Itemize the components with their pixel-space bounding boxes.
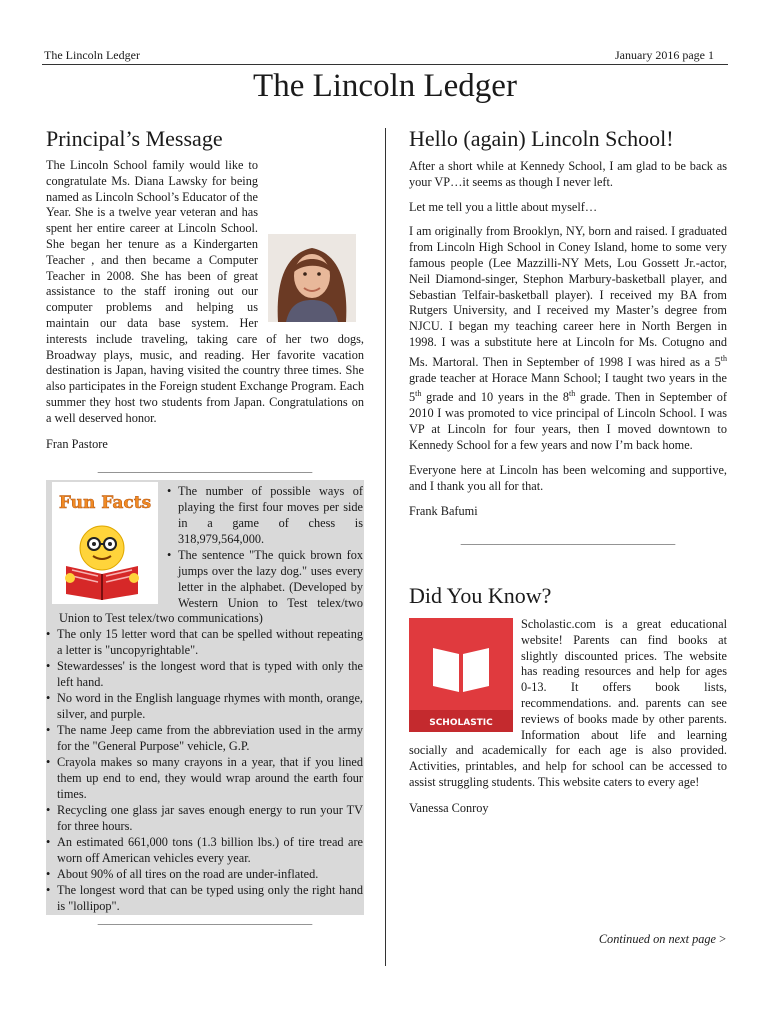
principal-heading: Principal’s Message <box>46 126 223 151</box>
fun-facts-separator: _______________________________________ <box>97 914 313 926</box>
dyk-body: Scholastic.com is a great educational website! Parents can find books at slightly discounted prices. The website has reading resources and help for ages 0-13. It offers book lists, recommendations. and. parents can see reviews of books made by other parents. Information about life and learning socially and academically for each age is also provided. Activities, printables, and help for school can be accessed to assist struggling students. This website caters to every age! <box>409 617 727 789</box>
running-header-date: January 2016 page 1 <box>615 48 714 62</box>
dyk-heading-wrap <box>409 583 727 609</box>
dyk-heading: Did You Know? <box>409 583 552 608</box>
fun-facts-item2-wrap <box>167 547 363 611</box>
principal-author: Fran Pastore <box>46 436 108 451</box>
vp-paragraph-1: After a short while at Kennedy School, I am glad to be back as your VP…it seems as though I never left. <box>409 159 727 189</box>
fun-facts-item2-continuation: Union to Test telex/two communications) <box>59 611 263 625</box>
vp-author: Frank Bafumi <box>409 504 478 519</box>
vp-heading: Hello (again) Lincoln School! <box>409 126 674 151</box>
fun-fact-item: • The only 15 letter word that can be spelled without repeating a letter is "uncopyrightable". <box>46 626 363 658</box>
principal-section <box>46 126 364 474</box>
fun-facts-list <box>46 626 363 914</box>
vp-separator: _______________________________________ <box>460 534 676 547</box>
masthead-title: The Lincoln Ledger <box>253 68 517 104</box>
vp-paragraph-2: Let me tell you a little about myself… <box>409 199 598 214</box>
dyk-author: Vanessa Conroy <box>409 800 489 815</box>
fun-fact-item: • An estimated 661,000 tons (1.3 billion lbs.) of tire tread are worn off American vehicles every year. <box>46 834 363 866</box>
vp-paragraph-4: Everyone here at Lincoln has been welcoming and supportive, and I thank you all for that. <box>409 462 727 493</box>
principal-separator: _______________________________________ <box>97 462 313 475</box>
fun-facts-top-items <box>167 483 363 547</box>
column-divider <box>385 128 386 966</box>
teacher-photo <box>268 234 356 322</box>
fun-fact-item: • No word in the English language rhymes with month, orange, silver, and purple. <box>46 690 363 722</box>
svg-text:Fun Facts: Fun Facts <box>58 493 152 513</box>
fun-fact-item: • Recycling one glass jar saves enough energy to run your TV for three hours. <box>46 802 363 834</box>
fun-fact-item: • The name Jeep came from the abbreviation used in the army for the "General Purpose" vehicle, G.P. <box>46 722 363 754</box>
principal-body: The Lincoln School family would like to congratulate Ms. Diana Lawsky for being named as Lincoln School’s Educator of the Year. She is a twelve year veteran and has spent her entire career at Lincoln School. She began her tenure as a Kindergarten Teacher , and then became a Computer Teacher in 2008. She has been of great assistance to the staff ironing out our computer problems and helping us maintain our data base system. Her interests include traveling, taking care of her two dogs, Broadway plays, music, and reading. Her favorite vacation destination is Japan, having visited the country three times. She also participates in the Foreign student Exchange Program. Each summer they host two students from Japan. Congratulations on a well deserved honor. <box>46 158 364 425</box>
fun-fact-item: • The longest word that can be typed using only the right hand is "lollipop". <box>46 882 363 914</box>
continued-text: Continued on next page <box>598 932 716 946</box>
fun-fact-item: • The sentence "The quick brown fox jumps over the lazy dog." uses every letter in the alphabet. (Developed by Western Union to Test telex/two <box>167 547 363 611</box>
vp-section <box>409 126 727 546</box>
fun-fact-item: • Crayola makes so many crayons in a year, that if you lined them up end to end, they would wrap around the earth four times. <box>46 754 363 802</box>
vp-paragraph-3: I am originally from Brooklyn, NY, born and raised. I graduated from Lincoln High School in Coney Island, home to some very famous people (Lee Mazzilli-NY Mets, Lou Gossett Jr.-actor, Neil Diamond-singer, Stephon Marbury-basketball player, and Sebastian Telfair-basketball player). I received my BA from Rutgers University, and I received my Master’s degree from NJCU. I began my teaching career here in North Bergen in 1998. I was a substitute here at Lincoln for Ms. Cotugno and Ms. Martoral. Then in September of 1998 I was hired as a 5th grade teacher at Horace Mann School; I taught two years in the 5th grade and 10 years in the 8th grade. Then in September of 2010 I was promoted to vice principal of Lincoln School. I was VP at Lincoln for four years, then I moved downtown to Kennedy School for a few years and now I’m back home. <box>409 224 727 452</box>
fun-fact-item: • Stewardesses' is the longest word that is typed with only the left hand. <box>46 658 363 690</box>
header-rule <box>42 64 728 65</box>
scholastic-logo-text: SCHOLASTIC <box>429 718 493 728</box>
continued-arrow: > <box>719 932 726 946</box>
dyk-body-wrap <box>409 617 727 817</box>
fun-fact-item: • The number of possible ways of playing the first four moves per side in a game of chess is 318,979,564,000. <box>167 483 363 547</box>
continued-note <box>599 932 726 947</box>
fun-facts-logo <box>52 482 158 604</box>
dyk-logo-spacer <box>409 617 521 741</box>
fun-fact-item: • About 90% of all tires on the road are under-inflated. <box>46 866 363 882</box>
running-header-title: The Lincoln Ledger <box>44 48 140 62</box>
